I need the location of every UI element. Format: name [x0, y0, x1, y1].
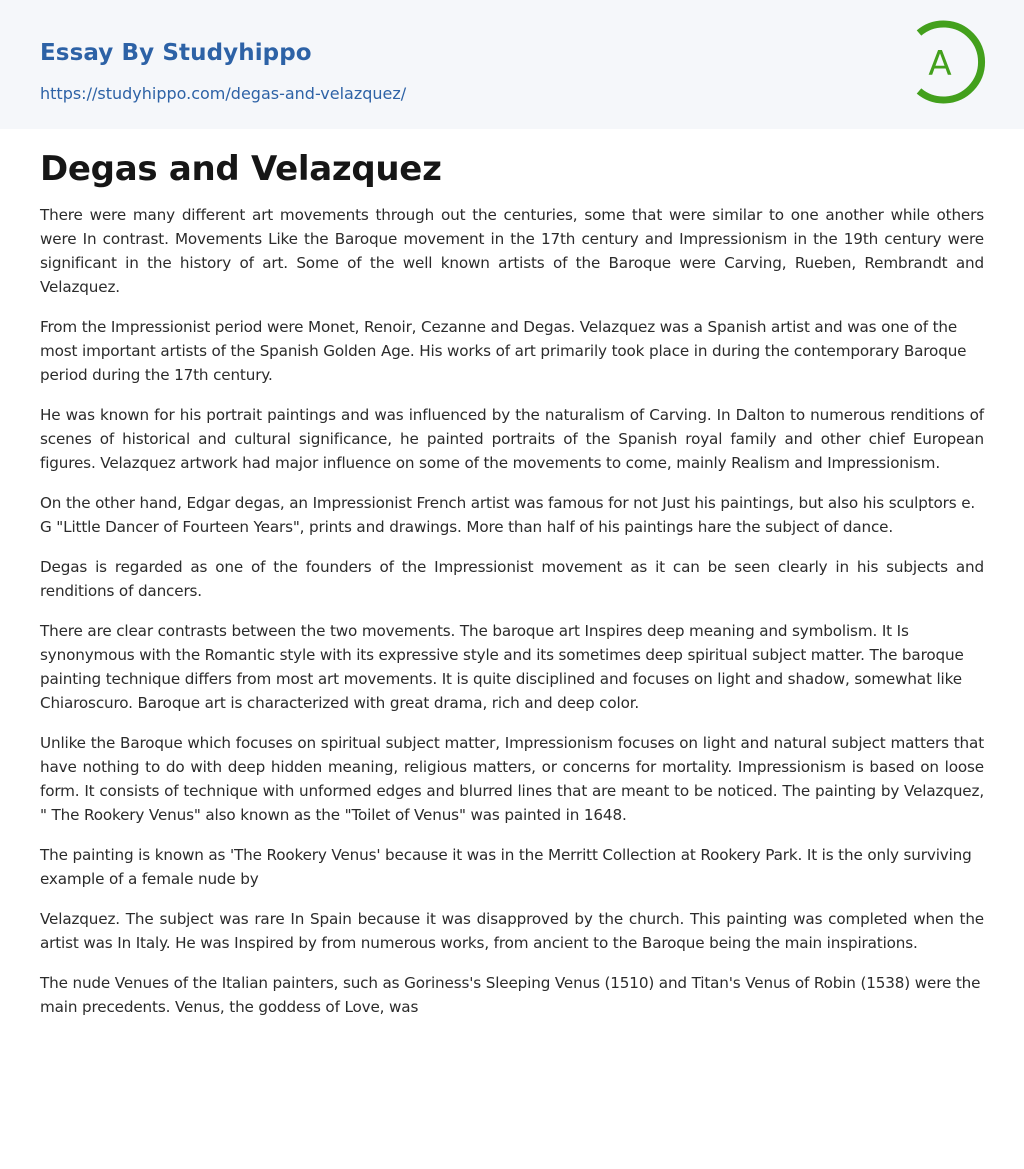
- logo-letter: A: [928, 44, 952, 84]
- page-title: Degas and Velazquez: [40, 149, 442, 189]
- article: [0, 149, 1024, 1075]
- paragraph: Unlike the Baroque which focuses on spiritual subject matter, Impressionism focuses on light and natural subject matters that have nothing to do with deep hidden meaning, religious matters, or concerns for mortality. Impressionism is based on loose form. It consists of technique with unformed edges and blurred lines that are meant to be noticed. The painting by Velazquez, " The Rookery Venus" also known as the "Toilet of Venus" was painted in 1648.: [40, 734, 984, 824]
- paragraph: The painting is known as 'The Rookery Venus' because it was in the Merritt Collection at Rookery Park. It is the only surviving example of a female nude by: [40, 846, 972, 888]
- paragraph: On the other hand, Edgar degas, an Impressionist French artist was famous for not Just his paintings, but also his sculptors e. G "Little Dancer of Fourteen Years", prints and drawings. More than half of his paintings hare the subject of dance.: [40, 494, 976, 536]
- paragraph: There are clear contrasts between the two movements. The baroque art Inspires deep meaning and symbolism. It Is synonymous with the Romantic style with its expressive style and its sometimes deep spiritual subject matter. The baroque painting technique differs from most art movements. It is quite disciplined and focuses on light and shadow, somewhat like Chiaroscuro. Baroque art is characterized with great drama, rich and deep color.: [40, 622, 964, 712]
- studyhippo-logo-icon[interactable]: [910, 18, 988, 106]
- essay-url-link[interactable]: https://studyhippo.com/degas-and-velazquez/: [40, 84, 407, 103]
- paragraph: From the Impressionist period were Monet, Renoir, Cezanne and Degas. Velazquez was a Spanish artist and was one of the most important artists of the Spanish Golden Age. His works of art primarily took place in during the contemporary Baroque period during the 17th century.: [40, 318, 967, 384]
- paragraph: There were many different art movements through out the centuries, some that were similar to one another while others were In contrast. Movements Like the Baroque movement in the 17th century and Impressionism in the 19th century were significant in the history of art. Some of the well known artists of the Baroque were Carving, Rueben, Rembrandt and Velazquez.: [40, 206, 984, 296]
- paragraph: He was known for his portrait paintings and was influenced by the naturalism of Carving. In Dalton to numerous renditions of scenes of historical and cultural significance, he painted portraits of the Spanish royal family and other chief European figures. Velazquez artwork had major influence on some of the movements to come, mainly Realism and Impressionism.: [40, 406, 984, 472]
- paragraph: The nude Venues of the Italian painters, such as Goriness's Sleeping Venus (1510) and Titan's Venus of Robin (1538) were the main precedents. Venus, the goddess of Love, was: [40, 974, 981, 1016]
- site-header: [0, 0, 1024, 129]
- paragraph: Degas is regarded as one of the founders of the Impressionist movement as it can be seen clearly in his subjects and renditions of dancers.: [40, 558, 984, 600]
- paragraph: Velazquez. The subject was rare In Spain because it was disapproved by the church. This painting was completed when the artist was In Italy. He was Inspired by from numerous works, from ancient to the Baroque being the main inspirations.: [40, 910, 984, 952]
- brand-title: Essay By Studyhippo: [40, 40, 312, 66]
